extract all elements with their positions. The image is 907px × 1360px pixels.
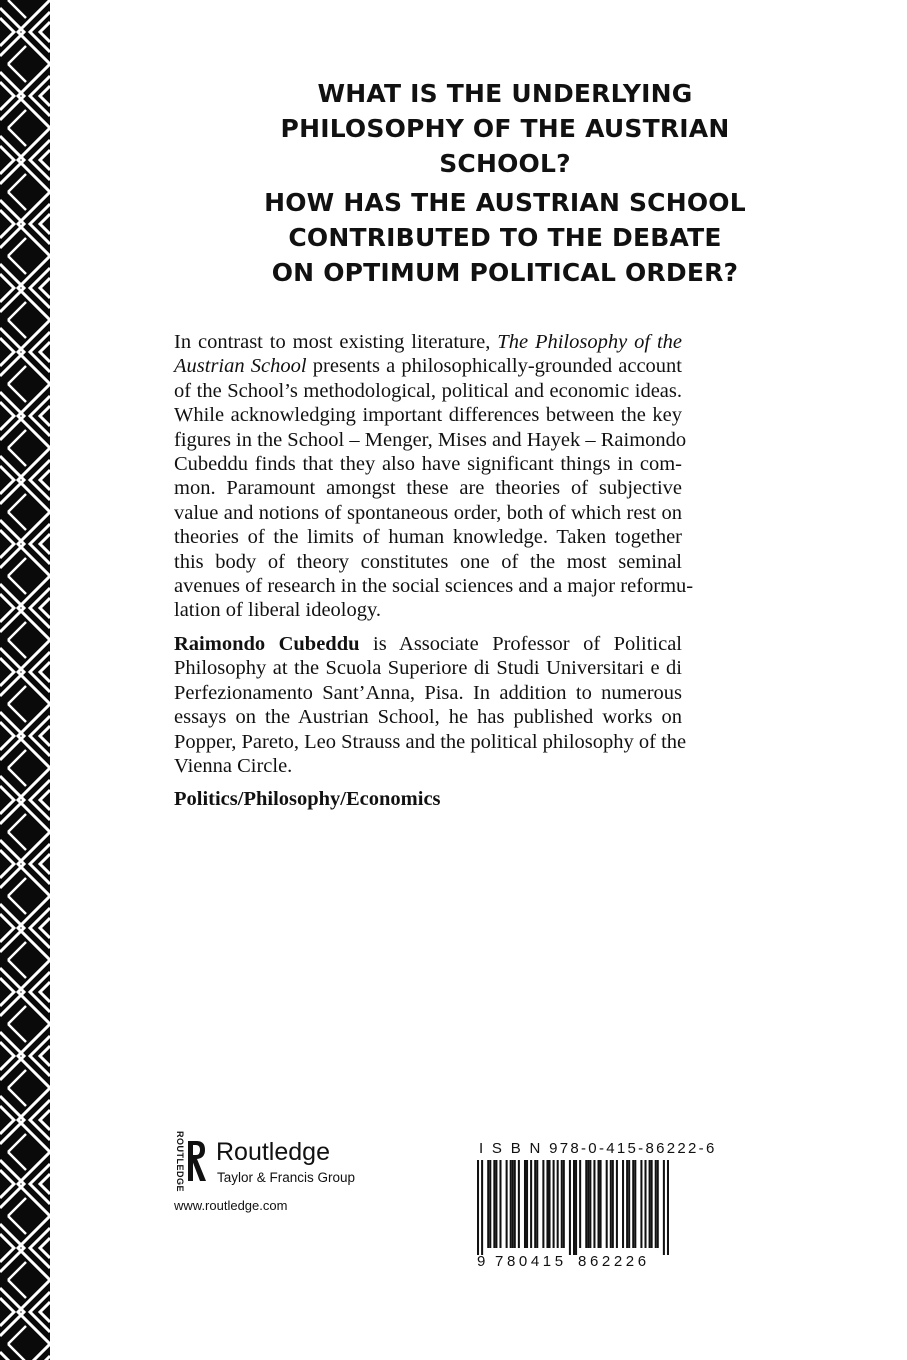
barcode-bar bbox=[524, 1160, 526, 1248]
barcode-bar bbox=[640, 1160, 642, 1248]
author-bio-line: Vienna Circle. bbox=[174, 754, 293, 777]
barcode-bar bbox=[644, 1160, 646, 1248]
barcode-bar bbox=[651, 1160, 653, 1248]
barcode-bar bbox=[548, 1160, 550, 1248]
barcode-bar bbox=[628, 1160, 630, 1248]
barcode-right-digits: 862226 bbox=[578, 1253, 650, 1270]
barcode-bar bbox=[600, 1160, 602, 1248]
barcode-icon bbox=[477, 1160, 669, 1255]
barcode-bar bbox=[649, 1160, 651, 1248]
publisher-name: Routledge bbox=[216, 1138, 330, 1166]
barcode-bar bbox=[626, 1160, 628, 1248]
description-line: this body of theory constitutes one of the most seminal bbox=[174, 550, 682, 573]
description-line: theories of the limits of human knowledge. Taken together bbox=[174, 526, 682, 549]
book-title-italic: Austrian School bbox=[174, 355, 307, 378]
isbn-number: I S B N 978-0-415-86222-6 bbox=[479, 1140, 717, 1157]
headline-line: CONTRIBUTED TO THE DEBATE bbox=[288, 223, 722, 252]
barcode-bar bbox=[632, 1160, 634, 1248]
barcode-bar bbox=[667, 1160, 669, 1255]
barcode-bar bbox=[481, 1160, 483, 1255]
description-line: mon. Paramount amongst these are theories of subjective bbox=[174, 477, 682, 500]
barcode-bar bbox=[622, 1160, 624, 1248]
barcode-bar bbox=[495, 1160, 497, 1248]
description-line: Cubeddu finds that they also have significant things in com- bbox=[174, 453, 682, 476]
description-line: of the School’s methodological, political and economic ideas. bbox=[174, 379, 682, 402]
barcode-bar bbox=[610, 1160, 612, 1248]
barcode-bar bbox=[634, 1160, 636, 1248]
barcode-bar bbox=[598, 1160, 600, 1248]
book-title-italic: The Philosophy of the bbox=[497, 331, 683, 353]
publisher-website: www.routledge.com bbox=[174, 1198, 288, 1213]
headline-line: PHILOSOPHY OF THE AUSTRIAN bbox=[280, 114, 730, 143]
headline-question-1 bbox=[150, 76, 860, 181]
barcode-bar bbox=[657, 1160, 659, 1248]
description-line: figures in the School – Menger, Mises and Hayek – Raimondo bbox=[174, 428, 687, 451]
headline-question-2 bbox=[150, 185, 860, 290]
author-bio-line: Philosophy at the Scuola Superiore di Studi Universitari e di bbox=[174, 657, 682, 680]
barcode-bar bbox=[534, 1160, 536, 1248]
barcode-bar bbox=[493, 1160, 495, 1248]
description-line: value and notions of spontaneous order, both of which rest on bbox=[174, 501, 682, 524]
barcode-bar bbox=[587, 1160, 589, 1248]
barcode-bar bbox=[526, 1160, 528, 1248]
barcode-bar bbox=[518, 1160, 520, 1248]
barcode-bar bbox=[569, 1160, 571, 1255]
barcode-bar bbox=[546, 1160, 548, 1248]
publisher-group: Taylor & Francis Group bbox=[217, 1170, 356, 1185]
headline-line: HOW HAS THE AUSTRIAN SCHOOL bbox=[264, 188, 746, 217]
barcode-bar bbox=[612, 1160, 614, 1248]
barcode-bar bbox=[514, 1160, 516, 1248]
barcode-bar bbox=[561, 1160, 563, 1248]
barcode-left-digits: 780415 bbox=[495, 1253, 567, 1270]
routledge-r-icon bbox=[186, 1139, 208, 1183]
barcode-bar bbox=[563, 1160, 565, 1248]
barcode-bar bbox=[489, 1160, 491, 1248]
barcode-first-digit: 9 bbox=[477, 1253, 486, 1270]
barcode-bar bbox=[593, 1160, 595, 1248]
subject-category: Politics/Philosophy/Economics bbox=[174, 788, 441, 811]
author-bio-line: Raimondo Cubeddu is Associate Professor of Political bbox=[174, 632, 682, 655]
barcode-bar bbox=[477, 1160, 479, 1255]
headline-line: WHAT IS THE UNDERLYING bbox=[317, 79, 693, 108]
description-line: lation of liberal ideology. bbox=[174, 599, 382, 622]
author-bio-line: Perfezionamento Sant’Anna, Pisa. In addition to numerous bbox=[174, 681, 682, 704]
barcode-bar bbox=[510, 1160, 512, 1248]
publisher-logo bbox=[172, 1131, 372, 1194]
barcode-bar bbox=[573, 1160, 575, 1255]
barcode-bar bbox=[663, 1160, 665, 1255]
barcode-bar bbox=[499, 1160, 501, 1248]
barcode-bar bbox=[487, 1160, 489, 1248]
barcode-bar bbox=[553, 1160, 555, 1248]
barcode-bar bbox=[530, 1160, 532, 1248]
description-line: In contrast to most existing literature, The Philosophy of the bbox=[174, 331, 683, 353]
barcode-bar bbox=[506, 1160, 508, 1248]
barcode-bar bbox=[589, 1160, 591, 1248]
barcode-bar bbox=[606, 1160, 608, 1248]
maze-pattern-icon bbox=[0, 0, 50, 1360]
decorative-maze-border bbox=[0, 0, 50, 1360]
barcode-bar bbox=[579, 1160, 581, 1248]
description-line: While acknowledging important differences between the key bbox=[174, 404, 682, 427]
barcode-bar bbox=[616, 1160, 618, 1248]
headline-line: SCHOOL? bbox=[439, 149, 571, 178]
author-bio-line: Popper, Pareto, Leo Strauss and the political philosophy of the bbox=[174, 730, 687, 753]
description-line: Austrian School presents a philosophically-grounded account bbox=[174, 355, 682, 378]
barcode-bar bbox=[542, 1160, 544, 1248]
headline-line: ON OPTIMUM POLITICAL ORDER? bbox=[271, 258, 739, 287]
barcode-bar bbox=[557, 1160, 559, 1248]
barcode-bar bbox=[585, 1160, 587, 1248]
description-line: avenues of research in the social sciences and a major reformu- bbox=[174, 575, 694, 598]
isbn-barcode bbox=[477, 1160, 669, 1272]
barcode-bar bbox=[655, 1160, 657, 1248]
barcode-bar bbox=[512, 1160, 514, 1248]
book-description bbox=[174, 330, 694, 812]
barcode-bar bbox=[536, 1160, 538, 1248]
author-bio-line: essays on the Austrian School, he has published works on bbox=[174, 706, 682, 729]
barcode-bar bbox=[575, 1160, 577, 1255]
author-name: Raimondo Cubeddu bbox=[174, 632, 360, 655]
publisher-vertical-text: ROUTLEDGE bbox=[175, 1131, 185, 1193]
